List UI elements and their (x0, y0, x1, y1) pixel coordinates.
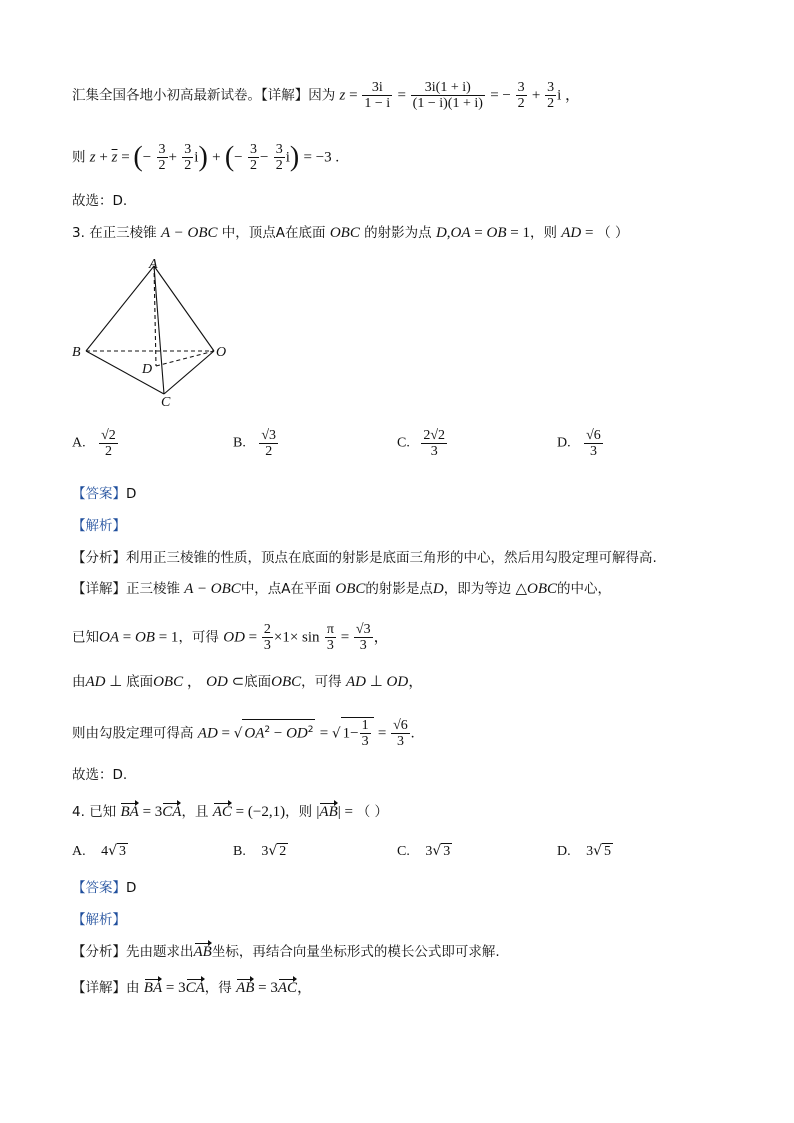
q4-option-C[interactable]: C. 3√ 3 (397, 843, 451, 859)
question-3-stem: 3. 在正三棱锥 A − OBC 中，顶点A在底面 OBC 的射影为点 D,OA = OB = 1，则 AD = （ ） (72, 225, 629, 241)
q4-option-A[interactable]: A. 4√ 3 (72, 843, 127, 859)
question-4-stem: 4. 已知 BA = 3CA，且 AC = (−2,1)，则 |AB| = （ ） (72, 804, 388, 820)
option-D[interactable]: D. $\frac{√6}{3}$ (557, 428, 601, 459)
detail-line-z: 汇集全国各地小初高最新试卷。【详解】因为 z = $\frac{3i}{1 - i}$ = $\frac{3i(1 + i)}{(1 - i)(1 + i)}$ = − $\frac{3}{2}$ + $\frac{3}{2}$ i ， (72, 80, 581, 111)
perp-line-3: 由AD ⊥ 底面OBC ， OD ⊂底面OBC，可得 AD ⊥ OD， (72, 674, 424, 690)
edge-BC (86, 351, 164, 394)
question-number: 3. (72, 225, 85, 241)
vertex-label-B: B (72, 345, 81, 360)
option-B[interactable]: B. $\frac{√3}{2}$ (233, 428, 277, 459)
tetrahedron-figure (68, 256, 238, 406)
q4-option-D[interactable]: D. 3√ 5 (557, 843, 612, 859)
xiangjie-line-4: 【详解】由 BA = 3CA，得 AB = 3AC， (72, 980, 313, 996)
edge-OC (164, 351, 214, 394)
fenxi-line-4: 【分析】先由题求出AB坐标，再结合向量坐标形式的模长公式即可求解. (72, 944, 500, 960)
vertex-label-C: C (161, 395, 171, 406)
edge-AB (86, 266, 154, 351)
analysis-tag-4: 【解析】 (72, 912, 126, 928)
vertex-label-D: D (142, 362, 153, 377)
choose-line-1: 故选：D. (72, 193, 128, 209)
known-line-3: 已知OA = OB = 1，可得 OD = $\frac{2}{3}$ ×1× sin $\frac{\pi}{3}$ = $\frac{√3}{3}$ ， (72, 622, 389, 653)
detail-tag: 【详解】 (261, 87, 309, 104)
pyth-line-3: 则由勾股定理可得高 AD = √ $OA^2 - OD^2$ = √ 1− $\frac{1}{3}$ = $\frac{√6}{3}$ . (72, 718, 415, 749)
xiangjie-line-3: 【详解】正三棱锥 A − OBC中，点A在平面 OBC的射影是点D，即为等边 △OBC的中心， (72, 581, 612, 597)
fenxi-line-3: 【分析】利用正三棱锥的性质，顶点在底面的射影是底面三角形的中心，然后用勾股定理可解得高. (72, 550, 657, 566)
analysis-tag-3: 【解析】 (72, 518, 126, 534)
answer-line-3: 【答案】D (72, 486, 137, 502)
vertex-label-O: O (216, 345, 227, 360)
answer-line-4: 【答案】D (72, 880, 137, 896)
q4-option-B[interactable]: B. 3√ 2 (233, 843, 287, 859)
edge-AO (154, 266, 214, 351)
vertex-label-A: A (149, 257, 158, 272)
choose-line-3: 故选：D. (72, 767, 128, 783)
option-A[interactable]: A. $\frac{√2}{2}$ (72, 428, 116, 459)
watermark-text: 汇集全国各地小初高最新试卷。 (72, 87, 261, 104)
sum-line: 则 $z + \overline{z}$ = (− $\frac{3}{2}$ + $\frac{3}{2}$ i) + (− $\frac{3}{2}$ − $\frac{3}{2}$ i) = −3 . (72, 141, 340, 173)
option-C[interactable]: C. $\frac{2√2}{3}$ (397, 428, 446, 459)
